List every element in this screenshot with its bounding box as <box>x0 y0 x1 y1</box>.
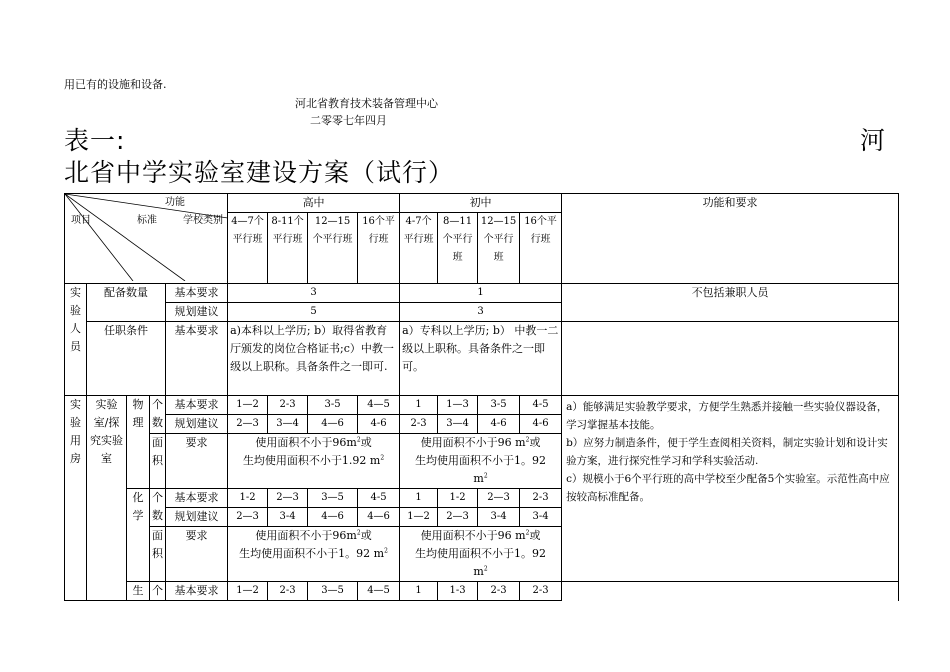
row-label-basic: 基本要求 <box>166 489 228 508</box>
biology-basic-value: 2-3 <box>520 582 562 601</box>
group-header-high-school: 高中 <box>228 194 400 213</box>
row-label-basic: 基本要求 <box>166 322 228 396</box>
staff-basic-middle: 1 <box>400 284 562 303</box>
class-size-header: 12—15个平行班 <box>478 213 520 284</box>
corner-label-standard: 标准 <box>137 215 157 226</box>
physics-plan-value: 2—3 <box>228 415 268 434</box>
class-size-header: 8—11个平行班 <box>438 213 478 284</box>
chemistry-plan-value: 3-4 <box>478 508 520 527</box>
physics-basic-value: 2-3 <box>268 396 308 415</box>
row-label-basic: 基本要求 <box>166 582 228 601</box>
chemistry-basic-value: 1 <box>400 489 438 508</box>
class-size-header: 12—15个平行班 <box>308 213 358 284</box>
qualification-high: a)本科以上学历; b）取得省教育厅颁发的岗位合格证书;c）中教一级以上职称。具备条件之一即可. <box>228 322 400 396</box>
count-label: 个 <box>150 582 166 601</box>
physics-area-high: 使用面积不小于$96m^2$或 生均使用面积不小于1.92 $m^2$ <box>228 434 400 489</box>
class-size-header: 4-7个平行班 <box>400 213 438 284</box>
physics-basic-value: 1—2 <box>228 396 268 415</box>
chemistry-basic-value: 3—5 <box>308 489 358 508</box>
function-note: a）能够满足实验教学要求，方便学生熟悉并接触一些实验仪器设备，学习掌握基本技能。 <box>566 401 888 431</box>
chemistry-plan-value: 4—6 <box>358 508 400 527</box>
table-heading-right: 河 <box>860 126 887 155</box>
area-label: 面积 <box>150 527 166 582</box>
biology-basic-value: 1-3 <box>438 582 478 601</box>
chemistry-basic-value: 1-2 <box>228 489 268 508</box>
chemistry-plan-value: 2—3 <box>228 508 268 527</box>
function-requirements-header: 功能和要求 <box>562 194 899 284</box>
chemistry-area-high: 使用面积不小于$96m^2$或 生均使用面积不小于1。92 $m^2$ <box>228 527 400 582</box>
biology-basic-value: 1—2 <box>228 582 268 601</box>
group-header-middle-school: 初中 <box>400 194 562 213</box>
chemistry-basic-value: 2—3 <box>268 489 308 508</box>
area-requirement-label: 要求 <box>166 434 228 489</box>
function-note: c）规模小于6个平行班的高中学校至少配备5个实验室。示范性高中应按较高标准配备。 <box>566 473 890 503</box>
category-lab-staff: 实验人员 <box>65 284 87 396</box>
physics-plan-value: 2-3 <box>400 415 438 434</box>
function-note: b）应努力制造条件，便于学生查阅相关资料，制定实验计划和设计实验方案，进行探究性学习和学科实验活动. <box>566 437 888 467</box>
physics-plan-value: 4-6 <box>358 415 400 434</box>
staff-count-note: 不包括兼职人员 <box>562 284 899 322</box>
lab-construction-table <box>64 193 899 601</box>
table-heading-line2: 北省中学实验室建设方案（试行） <box>64 158 455 187</box>
physics-basic-value: 1—3 <box>438 396 478 415</box>
row-label-basic: 基本要求 <box>166 396 228 415</box>
chemistry-basic-value: 4-5 <box>358 489 400 508</box>
area-requirement-label: 要求 <box>166 527 228 582</box>
biology-basic-value: 2-3 <box>268 582 308 601</box>
physics-plan-value: 4-6 <box>478 415 520 434</box>
lab-room-type: 实验室/探究实验室 <box>87 396 127 601</box>
physics-plan-value: 4—6 <box>308 415 358 434</box>
biology-basic-value: 1 <box>400 582 438 601</box>
count-label: 个数 <box>150 396 166 434</box>
class-size-header: 8-11个平行班 <box>268 213 308 284</box>
chemistry-basic-value: 2-3 <box>520 489 562 508</box>
chemistry-plan-value: 1—2 <box>400 508 438 527</box>
chemistry-basic-value: 1-2 <box>438 489 478 508</box>
lab-room-function-notes <box>562 396 899 582</box>
subject-biology: 生 <box>127 582 150 601</box>
corner-diagonal-lines <box>65 194 228 281</box>
biology-basic-value: 3—5 <box>308 582 358 601</box>
chemistry-area-middle: 使用面积不小于96 $m^2$或 生均使用面积不小于1。92 $m^2$ <box>400 527 562 582</box>
row-label-plan: 规划建议 <box>166 415 228 434</box>
physics-area-middle: 使用面积不小于96 $m^2$或 生均使用面积不小于1。92 $m^2$ <box>400 434 562 489</box>
chemistry-plan-value: 3-4 <box>268 508 308 527</box>
physics-basic-value: 3-5 <box>478 396 520 415</box>
physics-basic-value: 4—5 <box>358 396 400 415</box>
physics-plan-value: 3—4 <box>438 415 478 434</box>
row-label-basic: 基本要求 <box>166 284 228 303</box>
row-label-plan: 规划建议 <box>166 303 228 322</box>
row-label-plan: 规划建议 <box>166 508 228 527</box>
staff-plan-high: 5 <box>228 303 400 322</box>
physics-basic-value: 3-5 <box>308 396 358 415</box>
physics-plan-value: 3—4 <box>268 415 308 434</box>
staff-count-label: 配备数量 <box>87 284 166 322</box>
corner-label-item: 项目 <box>71 215 91 226</box>
continuation-line: 用已有的设施和设备. <box>64 78 167 91</box>
issue-date: 二零零七年四月 <box>310 114 387 127</box>
class-size-header: 4—7个平行班 <box>228 213 268 284</box>
issuing-organization: 河北省教育技术装备管理中心 <box>295 97 438 110</box>
class-size-header: 16个平行班 <box>520 213 562 284</box>
staff-qualification-label: 任职条件 <box>87 322 166 396</box>
subject-physics: 物理 <box>127 396 150 489</box>
table-heading-left: 表一: <box>64 126 126 155</box>
staff-basic-high: 3 <box>228 284 400 303</box>
corner-header-cell <box>65 194 228 284</box>
corner-label-school-type: 学校类别 <box>183 215 223 226</box>
category-lab-rooms: 实验用房 <box>65 396 87 601</box>
class-size-header: 16个平行班 <box>358 213 400 284</box>
subject-chemistry: 化学 <box>127 489 150 582</box>
empty-cell <box>562 322 899 396</box>
biology-basic-value: 4—5 <box>358 582 400 601</box>
physics-basic-value: 4-5 <box>520 396 562 415</box>
chemistry-plan-value: 3-4 <box>520 508 562 527</box>
staff-plan-middle: 3 <box>400 303 562 322</box>
physics-basic-value: 1 <box>400 396 438 415</box>
physics-plan-value: 4-6 <box>520 415 562 434</box>
qualification-middle: a）专科以上学历; b） 中教一二级以上职称。具备条件之一即可。 <box>400 322 562 396</box>
chemistry-plan-value: 4—6 <box>308 508 358 527</box>
biology-basic-value: 2-3 <box>478 582 520 601</box>
corner-label-function: 功能 <box>165 197 185 208</box>
count-label: 个数 <box>150 489 166 527</box>
chemistry-plan-value: 2—3 <box>438 508 478 527</box>
chemistry-basic-value: 2—3 <box>478 489 520 508</box>
area-label: 面积 <box>150 434 166 489</box>
